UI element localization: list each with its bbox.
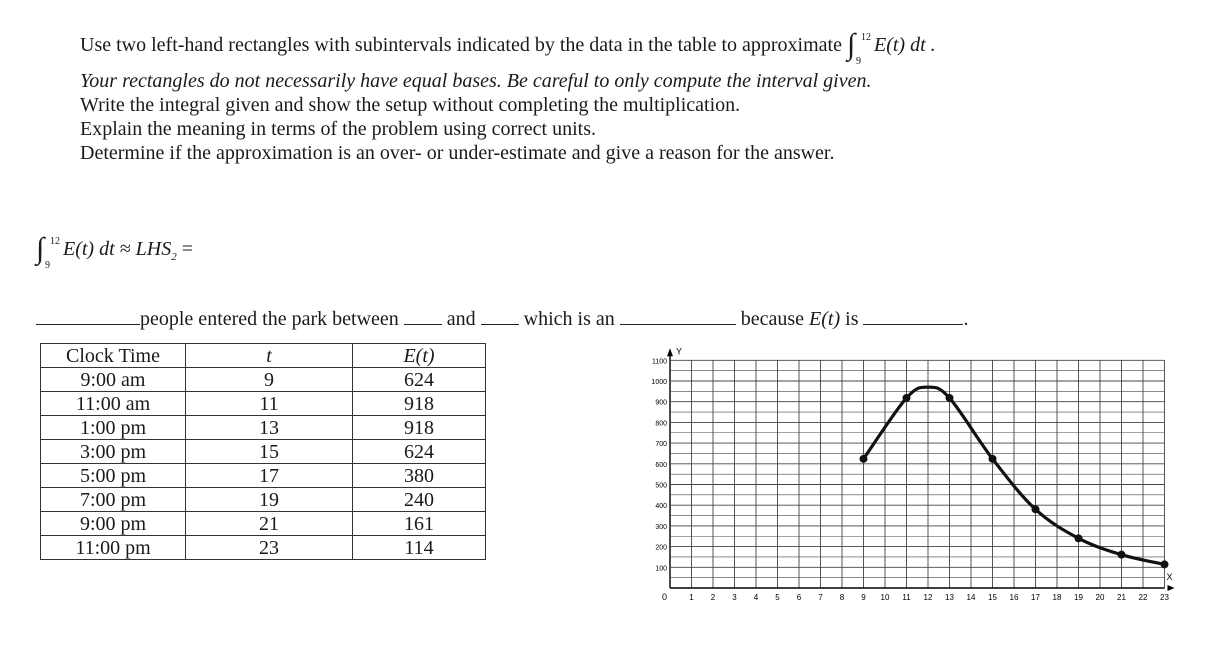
- data-point: [989, 455, 997, 463]
- y-tick-label: 700: [655, 441, 667, 449]
- x-tick-label: 18: [1052, 593, 1062, 602]
- fill-in-sentence: people entered the park between and which is an because E(t) is .: [36, 306, 968, 331]
- x-tick-label: 8: [839, 593, 845, 602]
- x-tick-label: 5: [775, 593, 780, 602]
- blank-people[interactable]: [36, 306, 140, 325]
- x-tick-label: 13: [945, 593, 954, 602]
- graph-chart: [620, 340, 1173, 625]
- origin-label: 0: [662, 592, 668, 602]
- blank-start-time[interactable]: [404, 306, 442, 325]
- data-point: [1075, 534, 1083, 542]
- x-tick-label: 15: [988, 593, 997, 602]
- y-tick-label: 1100: [651, 358, 667, 366]
- y-tick-label: 900: [655, 399, 667, 407]
- x-tick-label: 6: [796, 593, 802, 602]
- x-tick-label: 1: [689, 593, 694, 602]
- x-tick-label: 14: [966, 593, 976, 602]
- x-tick-label: 3: [732, 593, 737, 602]
- x-tick-label: 2: [710, 593, 716, 602]
- equation-subscript: 2: [171, 251, 177, 263]
- y-tick-label: 500: [655, 482, 667, 490]
- x-tick-label: 12: [923, 593, 933, 602]
- table-row: 9:00 pm 21 161: [41, 512, 486, 536]
- x-tick-label: 20: [1095, 593, 1105, 602]
- table-row: 11:00 am 11 918: [41, 392, 486, 416]
- x-tick-label: 10: [880, 593, 890, 602]
- data-point: [946, 394, 954, 402]
- x-tick-label: 22: [1138, 593, 1148, 602]
- x-tick-label: 11: [902, 593, 911, 602]
- table-row: 1:00 pm 13 918: [41, 416, 486, 440]
- instruction-line-2: Your rectangles do not necessarily have equal bases. Be careful to only compute the interval given.: [80, 70, 872, 92]
- table-header-row: [41, 344, 486, 368]
- integral-lower-limit: 9: [855, 56, 861, 67]
- table-row: 7:00 pm 19 240: [41, 488, 486, 512]
- data-point: [1032, 505, 1040, 513]
- data-point: [1161, 560, 1169, 568]
- blank-reason[interactable]: [863, 306, 963, 325]
- x-tick-label: 16: [1009, 593, 1019, 602]
- instruction-line-3: Write the integral given and show the setup without completing the multiplication.: [80, 94, 741, 116]
- x-tick-label: 9: [861, 593, 866, 602]
- x-tick-label: 4: [753, 593, 759, 602]
- x-axis-arrow: [1168, 585, 1175, 591]
- equation-integral-sign: ∫ 12 9: [36, 234, 58, 261]
- y-tick-label: 800: [655, 420, 667, 428]
- data-point: [860, 455, 868, 463]
- equation: [36, 234, 193, 269]
- instruction-line-1: Use two left-hand rectangles with subintervals indicated by the data in the table to approximate ∫ 12 9 E(t) dt .: [80, 30, 936, 57]
- integrand: E(t) dt .: [873, 34, 936, 56]
- integral-upper-limit: 12: [860, 32, 871, 43]
- y-axis-label: Y: [676, 346, 683, 357]
- blank-estimate[interactable]: [620, 306, 736, 325]
- data-table: [40, 343, 486, 560]
- table-row: 9:00 am 9 624: [41, 368, 486, 392]
- equation-equals: =: [181, 238, 193, 260]
- y-tick-label: 300: [655, 523, 667, 531]
- equation-integrand: E(t) dt ≈ LHS: [63, 238, 172, 260]
- x-tick-label: 23: [1160, 593, 1169, 602]
- header-t: t: [186, 344, 353, 368]
- equation-upper-limit: 12: [50, 236, 60, 247]
- x-tick-label: 7: [818, 593, 823, 602]
- header-clock-time: Clock Time: [41, 344, 186, 368]
- y-tick-label: 400: [655, 503, 667, 511]
- data-point: [1118, 551, 1126, 559]
- y-tick-label: 100: [655, 565, 667, 573]
- blank-end-time[interactable]: [481, 306, 519, 325]
- instruction-line-5: Determine if the approximation is an over- or under-estimate and give a reason for the answer.: [80, 142, 835, 164]
- table-row: 11:00 pm 23 114: [41, 536, 486, 560]
- data-point: [903, 394, 911, 402]
- table-row: 3:00 pm 15 624: [41, 440, 486, 464]
- x-tick-label: 17: [1031, 593, 1040, 602]
- x-tick-label: 19: [1074, 593, 1083, 602]
- integral-sign: ∫ 12 9: [847, 30, 869, 57]
- instruction-line-4: Explain the meaning in terms of the problem using correct units.: [80, 118, 596, 140]
- y-tick-label: 200: [655, 544, 667, 552]
- y-tick-label: 1000: [651, 379, 667, 386]
- x-axis-label: X: [1166, 572, 1173, 582]
- x-tick-label: 21: [1117, 593, 1126, 602]
- y-tick-label: 600: [655, 461, 667, 469]
- table-row: 5:00 pm 17 380: [41, 464, 486, 488]
- equation-lower-limit: 9: [45, 260, 50, 271]
- header-e-of-t: E(t): [353, 344, 486, 368]
